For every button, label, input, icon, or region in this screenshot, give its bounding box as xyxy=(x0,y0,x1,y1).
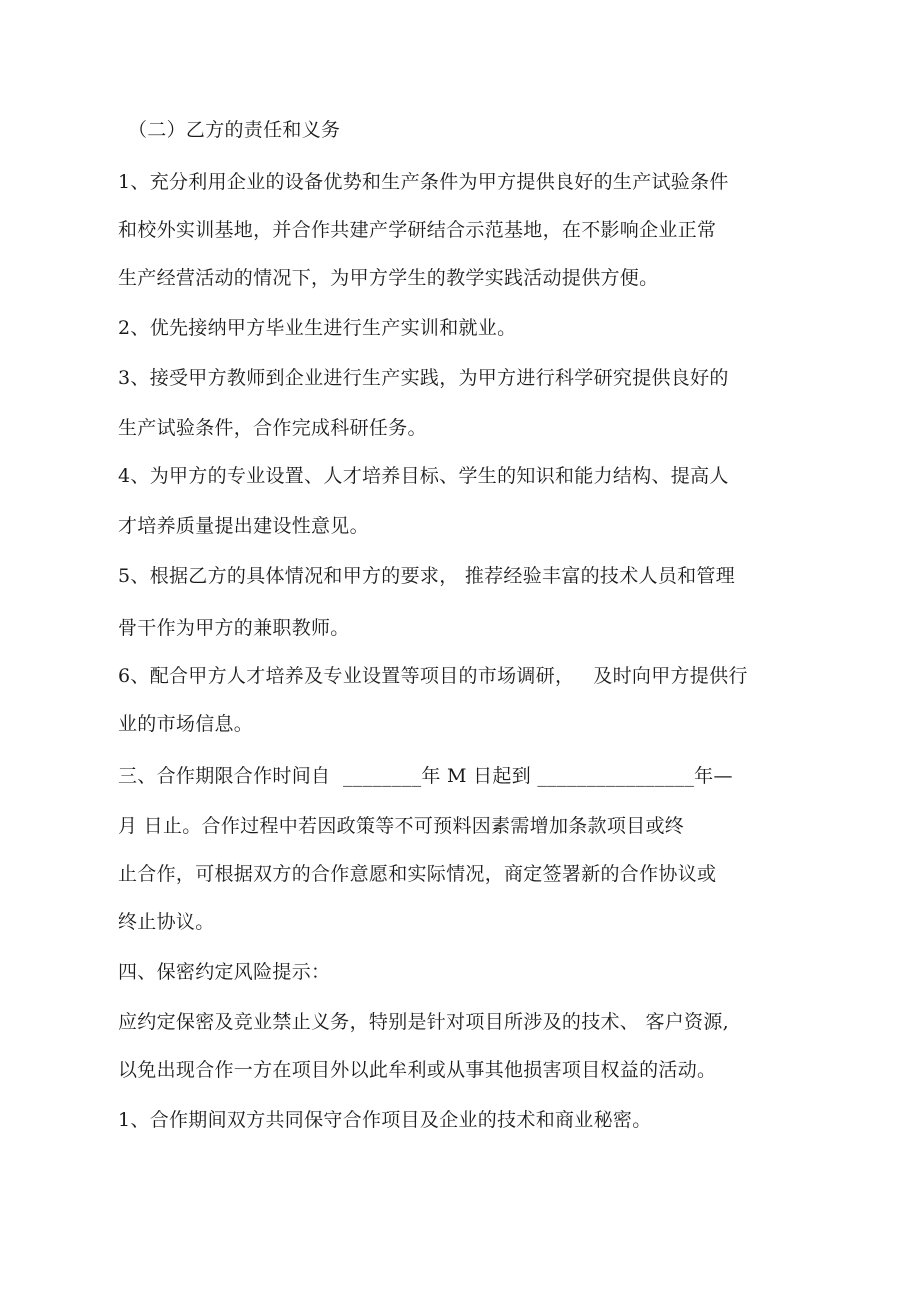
paragraph-line: 4、为甲方的专业设置、人才培养目标、学生的知识和能力结构、提高人 xyxy=(118,465,729,487)
paragraph-line: 终止协议。 xyxy=(118,911,215,933)
paragraph-line: 和校外实训基地，并合作共建产学研结合示范基地，在不影响企业正常 xyxy=(118,219,717,241)
section-heading-cooperation-period: 三、合作期限合作时间自 ________年 M 日起到 ________________年— xyxy=(118,765,733,787)
paragraph-line: 生产经营活动的情况下，为甲方学生的教学实践活动提供方便。 xyxy=(118,267,659,289)
paragraph-line: 5、根据乙方的具体情况和甲方的要求， 推荐经验丰富的技术人员和管理 xyxy=(118,565,736,587)
paragraph-line: 骨干作为甲方的兼职教师。 xyxy=(118,617,350,639)
paragraph-line: 3、接受甲方教师到企业进行生产实践，为甲方进行科学研究提供良好的 xyxy=(118,367,729,389)
paragraph-line: 生产试验条件，合作完成科研任务。 xyxy=(118,417,427,439)
paragraph-line: 2、优先接纳甲方毕业生进行生产实训和就业。 xyxy=(118,317,517,339)
paragraph-line: 6、配合甲方人才培养及专业设置等项目的市场调研， 及时向甲方提供行 xyxy=(118,665,748,687)
paragraph-line: 止合作，可根据双方的合作意愿和实际情况，商定签署新的合作协议或 xyxy=(118,863,717,885)
paragraph-line: 应约定保密及竞业禁止义务，特别是针对项目所涉及的技术、 客户资源, xyxy=(118,1011,729,1033)
paragraph-line: 业的市场信息。 xyxy=(118,713,254,735)
paragraph-line: 才培养质量提出建设性意见。 xyxy=(118,515,369,537)
section-heading-confidentiality: 四、保密约定风险提示： xyxy=(118,961,331,983)
section-heading-party-b-duties: （二）乙方的责任和义务 xyxy=(128,119,341,141)
paragraph-line: 1、合作期间双方共同保守合作项目及企业的技术和商业秘密。 xyxy=(118,1109,652,1131)
paragraph-line: 1、充分利用企业的设备优势和生产条件为甲方提供良好的生产试验条件 xyxy=(118,171,729,193)
paragraph-line: 以免出现合作一方在项目外以此牟利或从事其他损害项目权益的活动。 xyxy=(118,1059,717,1081)
paragraph-line: 月 日止。合作过程中若因政策等不可预料因素需增加条款项目或终 xyxy=(118,815,685,837)
